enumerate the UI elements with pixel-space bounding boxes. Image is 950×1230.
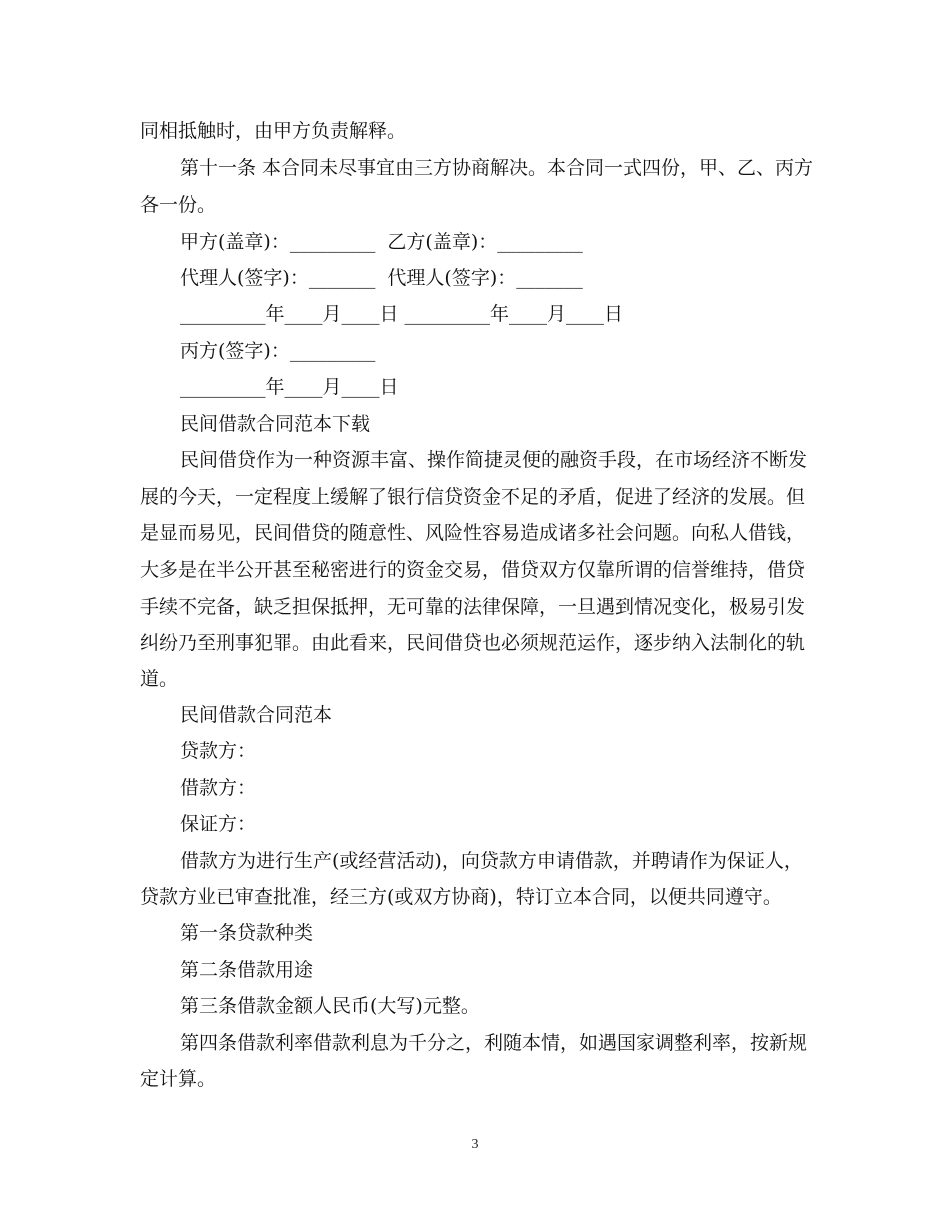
section-heading: 民间借款合同范本下载 (180, 413, 371, 435)
text-line: 借款方： (180, 777, 257, 799)
date-line: _________年____月____日 (180, 376, 399, 398)
text-line: 展的今天，一定程度上缓解了银行信贷资金不足的矛盾，促进了经济的发展。但 (140, 486, 806, 508)
section-heading: 民间借款合同范本 (180, 704, 333, 726)
clause-heading: 第四条借款利率借款利息为千分之，利随本情，如遇国家调整利率，按新规 (180, 1032, 808, 1054)
text-line: 贷款方： (180, 740, 257, 762)
page-number: 3 (471, 1137, 479, 1152)
clause-heading: 第一条贷款种类 (180, 922, 314, 944)
text-line: 保证方： (180, 813, 257, 835)
text-line: 民间借贷作为一种资源丰富、操作简捷灵便的融资手段，在市场经济不断发 (180, 449, 808, 471)
text-line: 是显而易见，民间借贷的随意性、风险性容易造成诸多社会问题。向私人借钱， (140, 522, 806, 544)
text-line: 贷款方业已审查批准，经三方(或双方协商)，特订立本合同，以便共同遵守。 (140, 886, 782, 908)
signature-line: 代理人(签字)：_______ 代理人(签字)：_______ (180, 267, 583, 289)
text-line: 道。 (140, 668, 179, 690)
clause-heading: 第三条借款金额人民币(大写)元整。 (180, 995, 480, 1017)
text-line: 纠纷乃至刑事犯罪。由此看来，民间借贷也必须规范运作，逐步纳入法制化的轨 (140, 632, 806, 654)
signature-line: 丙方(签字)：_________ (180, 340, 376, 362)
text-line: 借款方为进行生产(或经营活动)，向贷款方申请借款，并聘请作为保证人， (180, 850, 803, 872)
text-line: 同相抵触时，由甲方负责解释。 (140, 120, 407, 142)
clause-heading: 第二条借款用途 (180, 959, 314, 981)
date-line: _________年____月____日 _________年____月____日 (180, 303, 624, 325)
text-line: 各一份。 (140, 194, 217, 216)
text-line: 大多是在半公开甚至秘密进行的资金交易，借贷双方仅靠所谓的信誉维持，借贷 (140, 559, 806, 581)
text-line: 第十一条 本合同未尽事宜由三方协商解决。本合同一式四份，甲、乙、丙方 (180, 157, 814, 179)
text-line: 定计算。 (140, 1068, 217, 1090)
text-line: 手续不完备，缺乏担保抵押，无可靠的法律保障，一旦遇到情况变化，极易引发 (140, 596, 806, 618)
signature-line: 甲方(盖章)：_________ 乙方(盖章)：_________ (180, 231, 583, 253)
